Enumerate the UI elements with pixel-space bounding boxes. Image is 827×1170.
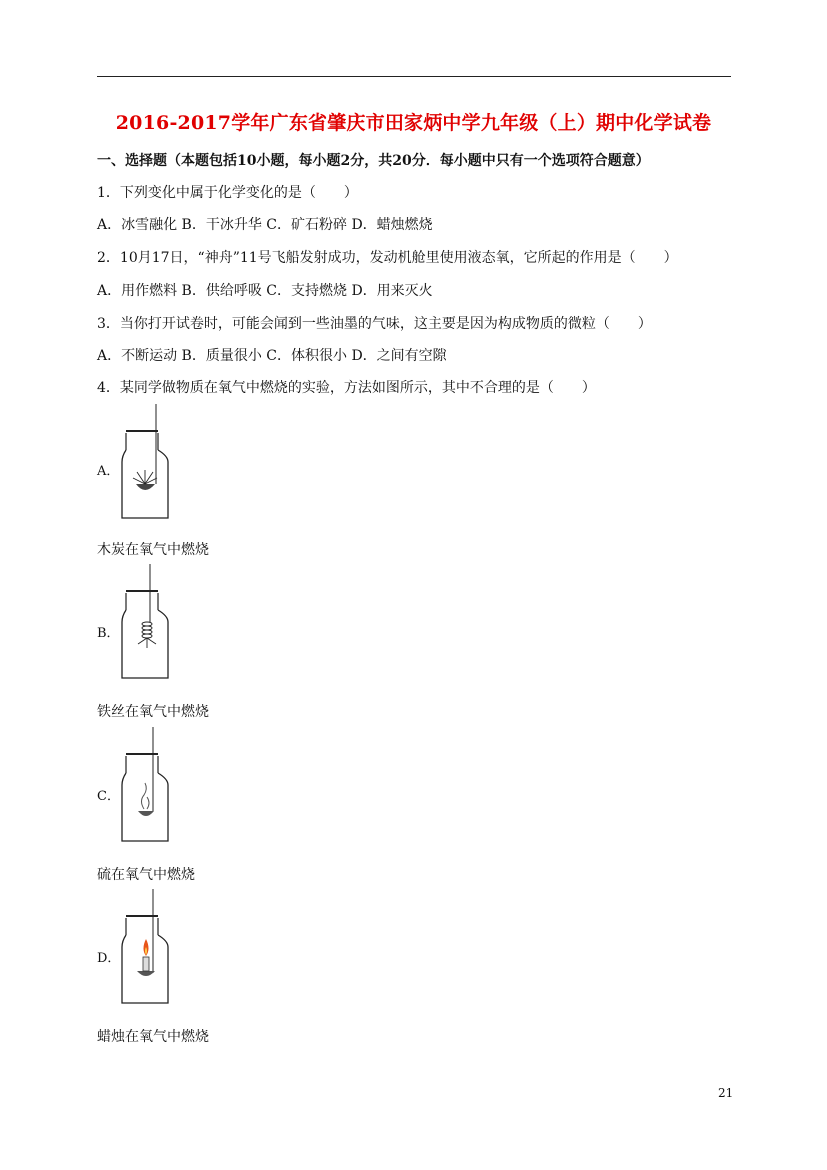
bottle-charcoal-icon: [112, 400, 172, 522]
bottle-sulfur-icon: [112, 723, 172, 845]
bottle-candle-icon: [112, 885, 172, 1007]
option-c-letter: C．: [97, 789, 120, 804]
question-3-stem: 3．当你打开试卷时，可能会闻到一些油墨的气味，这主要是因为构成物质的微粒（ ）: [97, 316, 652, 332]
option-b-caption: 铁丝在氧气中燃烧: [97, 704, 209, 720]
option-b-letter: B．: [97, 626, 120, 641]
option-d-caption: 蜡烛在氧气中燃烧: [97, 1029, 209, 1045]
page-number: 21: [718, 1086, 734, 1100]
question-1-options: A．冰雪融化 B．干冰升华 C．矿石粉碎 D．蜡烛燃烧: [97, 217, 433, 233]
header-rule: [97, 76, 731, 77]
option-a-caption: 木炭在氧气中燃烧: [97, 542, 209, 558]
option-c-caption: 硫在氧气中燃烧: [97, 867, 195, 883]
question-2-stem: 2．10月17日，“神舟”11号飞船发射成功，发动机舱里使用液态氧，它所起的作用是（ ）: [97, 250, 678, 266]
page-title: 2016-2017学年广东省肇庆市田家炳中学九年级（上）期中化学试卷: [115, 112, 712, 134]
question-3-options: A．不断运动 B．质量很小 C．体积很小 D．之间有空隙: [97, 348, 447, 364]
section-heading: 一、选择题（本题包括10小题，每小题2分，共20分．每小题中只有一个选项符合题意）: [97, 153, 650, 169]
option-a-letter: A．: [97, 464, 120, 479]
question-4-stem: 4．某同学做物质在氧气中燃烧的实验，方法如图所示，其中不合理的是（ ）: [97, 380, 596, 396]
question-1-stem: 1．下列变化中属于化学变化的是（ ）: [97, 185, 358, 201]
bottle-iron-wire-icon: [112, 560, 172, 682]
option-d-letter: D．: [97, 951, 121, 966]
question-2-options: A．用作燃料 B．供给呼吸 C．支持燃烧 D．用来灭火: [97, 283, 433, 299]
